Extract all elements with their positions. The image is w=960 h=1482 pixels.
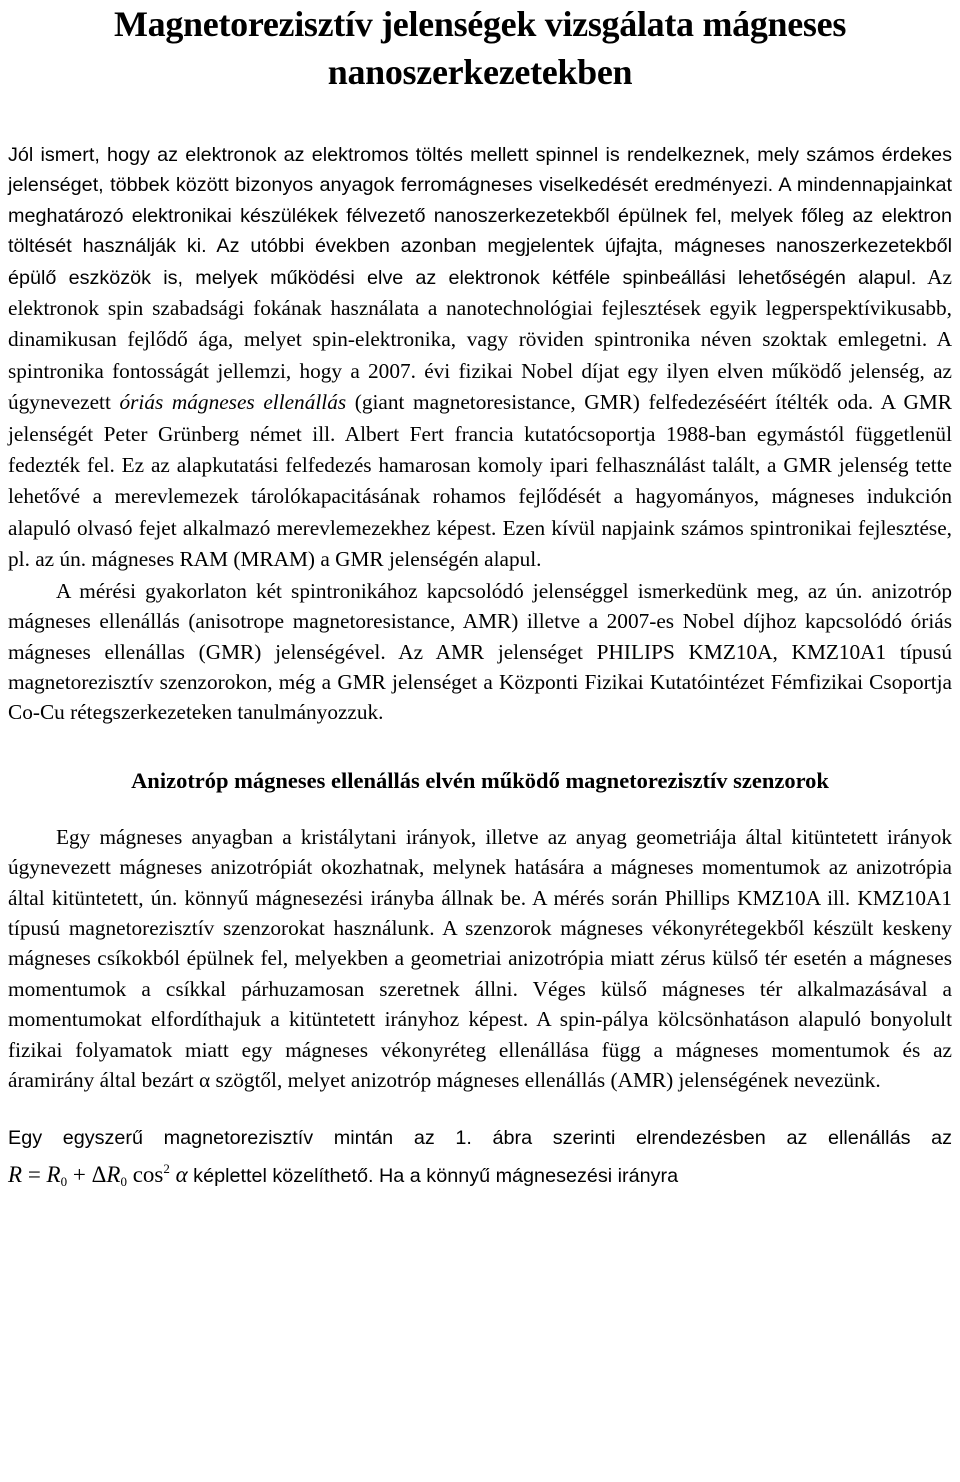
intro-text-a: Jól ismert, hogy az elektronok az elektromos töltés mellett spinnel is rendelkeznek, mely számos érdekes jelenséget, többek között bizonyos anyagok ferromágneses viselkedését eredményezi. A mindennapjainkat meghatározó elektronikai készülékek félvezető nanoszerkezetekből épülnek fel, melyek főleg az elektron töltését használják ki. Az utóbbi években azonban megjelentek újfajta, mágneses nanoszerkezetekből épülő eszközök is, melyek működési elve az elektronok kétféle spinbeállási lehetőségén alapul. [8,144,952,289]
intro-paragraph [8,140,952,576]
amr-paragraph: Egy mágneses anyagban a kristálytani irányok, illetve az anyag geometriája által kitüntetett irányok úgynevezett mágneses anizotrópiát okozhatnak, melynek hatására a mágneses momentumok az anizotrópia által kitüntetett, ún. könnyű mágnesezési irányba állnak be. A mérés során Phillips KMZ10A ill. KMZ10A1 típusú magnetorezisztív szenzorokat használunk. A szenzorok mágneses vékonyrétegekből készült keskeny mágneses csíkokból épülnek fel, melyekben a geometriai anizotrópia miatt zérus külső tér esetén a mágneses momentumok a csíkkal párhuzamosan szeretnek állni. Véges külső mágneses tér alkalmazásával a momentumokat elfordíthajuk a kitüntetett irányhoz képest. A spin-pálya kölcsönhatáson alapuló bonyolult fizikai folyamatok miatt egy mágneses vékonyréteg ellenállása függ a mágneses momentumok és az áramirány által bezárt α szögtől, melyet anizotróp mágneses ellenállás (AMR) jelenségének nevezünk. [8,824,952,1092]
formula-plus-delta: + Δ [67,1161,107,1187]
document-title [8,0,952,96]
formula-lead-text: Egy egyszerű magnetorezisztív mintán az 1. ábra szerinti elrendezésben az ellenállás az [8,1127,952,1150]
formula-trail-text: képlettel közelíthető. Ha a könnyű mágnesezési irányra [187,1164,679,1187]
formula-alpha: α [169,1161,188,1187]
formula-cos: cos [126,1161,164,1187]
formula-equals: = [22,1161,47,1187]
amr-formula [8,1162,188,1187]
intro-text-b: Az elektronok spin szabadsági fokának használata a nanotechnológiai fejlesztések egyik legperspektívikusabb, dinamikusan fejlődő ága, melyet spin-elektronika, vagy röviden spintronika néven szoktak emlegetni. A spintronika fontosságát jellemzi, hogy a 2007. évi fizikai Nobel díjat egy ilyen elven működő jelenség, az úgynevezett [8,264,952,415]
document-title-line-1: Magnetorezisztív jelenségek vizsgálata mágneses [113,4,847,44]
intro-text-c: (giant magnetoresistance, GMR) felfedezéséért ítélték oda. A GMR jelenségét Peter Grünberg német ill. Albert Fert francia kutatócsoportja 1988-ban egymástól függetlenül fedezték fel. Ez az alapkutatási felfedezés hamarosan komoly ipari felhasználást talált, a GMR jelenség tette lehetővé a merevlemezek tárolókapacitásának rohamos fejlődését a hagyományos, mágneses indukción alapuló olvasó fejet alkalmazó merevlemezekhez képest. Ezen kívül napjaink számos spintronikai fejlesztése, pl. az ún. mágneses RAM (MRAM) a GMR jelenségén alapul. [8,390,952,572]
formula-r0: R [46,1161,61,1187]
formula-sub-0b: 0 [120,1173,127,1189]
section-heading: Anizotróp mágneses ellenállás elvén működő magnetorezisztív szenzorok [131,767,829,793]
formula-paragraph [8,1123,952,1197]
formula-sup-2: 2 [163,1160,170,1176]
formula-r: R [8,1161,23,1187]
formula-sub-0: 0 [60,1173,68,1189]
intro-italic-term: óriás mágneses ellenállás [119,390,347,415]
document-title-line-2: nanoszerkezetekben [327,52,633,92]
measurement-paragraph: A mérési gyakorlaton két spintronikához kapcsolódó jelenséggel ismerkedünk meg, az ún. anizotróp mágneses ellenállás (anisotrope magnetoresistance, AMR) illetve a 2007-es Nobel díjhoz kapcsolódó óriás mágneses ellenállas (GMR) jelenségével. Az AMR jelenséget PHILIPS KMZ10A, KMZ10A1 típusú magnetorezisztív szenzorokon, még a GMR jelenséget a Központi Fizikai Kutatóintézet Fémfizikai Csoportja Co-Cu rétegszerkezeteken tanulmányozzuk. [8,578,952,725]
formula-delta-r: R [106,1161,121,1187]
